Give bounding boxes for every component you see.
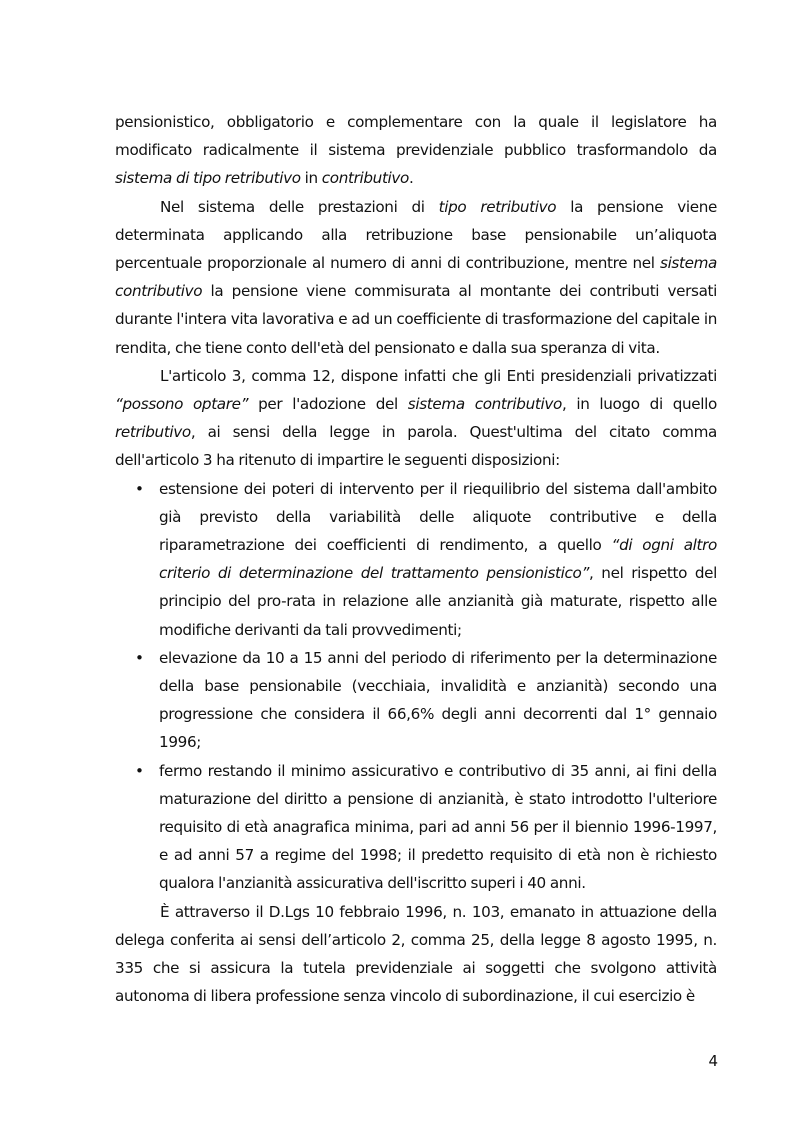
paragraph-4: È attraverso il D.Lgs 10 febbraio 1996, n. 103, emanato in attuazione della delega conferita ai sensi dell’articolo 2, comma 25, della legge 8 agosto 1995, n. 335 che si assicura la tutela previdenziale ai soggetti che svolgono attività autonoma di libera professione senza vincolo di subordinazione, il cui esercizio è xyxy=(115,902,717,1006)
paragraph-1: pensionistico, obbligatorio e complementare con la quale il legislatore ha modificato radicalmente il sistema previdenziale pubblico trasformandolo da sistema di tipo retributivo in contributivo. xyxy=(115,113,717,188)
bullet-icon: • xyxy=(135,648,144,667)
page-number: 4 xyxy=(708,1052,718,1070)
list-item: • estensione dei poteri di intervento per il riequilibrio del sistema dall'ambito già previsto della variabilità delle aliquote contributive e della riparametrazione dei coefficienti di rendimento, a quello “di ogni altro criterio di determinazione del trattamento pensionistico”, nel rispetto del principio del pro-rata in relazione alle anzianità già maturate, rispetto alle modifiche derivanti da tali provvedimenti; xyxy=(115,475,717,644)
bullet-icon: • xyxy=(135,761,144,780)
paragraph-2: Nel sistema delle prestazioni di tipo retributivo la pensione viene determinata applicando alla retribuzione base pensionabile un’aliquota percentuale proporzionale al numero di anni di contribuzione, mentre nel sistema contributivo la pensione viene commisurata al montante dei contributi versati durante l'intera vita lavorativa e ad un coefficiente di trasformazione del capitale in rendita, che tiene conto dell'età del pensionato e dalla sua speranza di vita. xyxy=(115,197,718,357)
paragraph-3: L'articolo 3, comma 12, dispone infatti che gli Enti presidenziali privatizzati “possono optare” per l'adozione del sistema contributivo, in luogo di quello retributivo, ai sensi della legge in parola. Quest'ultima del citato comma dell'articolo 3 ha ritenuto di impartire le seguenti disposizioni: xyxy=(115,366,717,470)
bullet-list xyxy=(115,475,717,898)
list-item: • elevazione da 10 a 15 anni del periodo di riferimento per la determinazione della base pensionabile (vecchiaia, invalidità e anzianità) secondo una progressione che considera il 66,6% degli anni decorrenti dal 1° gennaio 1996; xyxy=(115,644,717,757)
bullet-icon: • xyxy=(135,479,144,498)
list-item: • fermo restando il minimo assicurativo e contributivo di 35 anni, ai fini della maturazione del diritto a pensione di anzianità, è stato introdotto l'ulteriore requisito di età anagrafica minima, pari ad anni 56 per il biennio 1996-1997, e ad anni 57 a regime del 1998; il predetto requisito di età non è richiesto qualora l'anzianità assicurativa dell'iscritto superi i 40 anni. xyxy=(115,757,717,898)
body-text xyxy=(115,108,717,1011)
